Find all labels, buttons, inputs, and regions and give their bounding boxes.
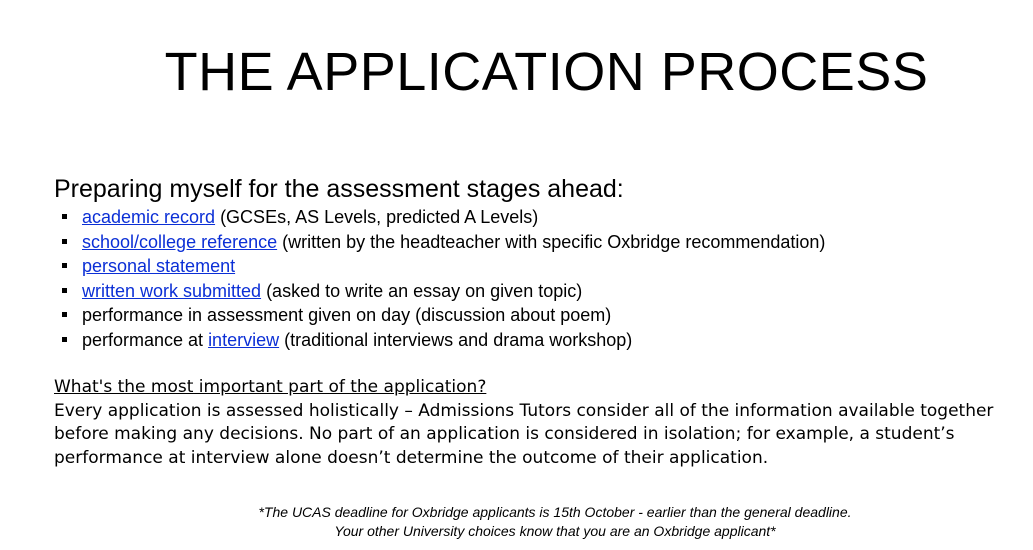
assessment-stages-list bbox=[60, 205, 825, 352]
list-item-prefix: performance at bbox=[82, 329, 209, 350]
list-item bbox=[60, 205, 825, 230]
list-item-text: (written by the headteacher with specific Oxbridge recommendation) bbox=[277, 231, 826, 252]
list-item bbox=[60, 279, 825, 304]
list-item bbox=[60, 328, 825, 353]
faq-question: What's the most important part of the application? bbox=[54, 377, 487, 397]
section-subheading: Preparing myself for the assessment stages ahead: bbox=[54, 175, 624, 203]
faq-block bbox=[54, 376, 1029, 470]
academic-record-link[interactable]: academic record bbox=[82, 207, 216, 227]
deadline-footnote bbox=[0, 503, 1033, 541]
faq-answer: Every application is assessed holistically – Admissions Tutors consider all of the information available together before making any decisions. No part of an application is considered in isolation; for example, a student’s performance at interview alone doesn’t determine the outcome of their application. bbox=[54, 400, 994, 468]
interview-link[interactable]: interview bbox=[208, 329, 280, 350]
school-college-reference-link[interactable]: school/college reference bbox=[82, 231, 278, 252]
written-work-submitted-link[interactable]: written work submitted bbox=[82, 280, 262, 301]
personal-statement-link[interactable]: personal statement bbox=[82, 256, 236, 276]
list-item-text: performance in assessment given on day (discussion about poem) bbox=[82, 305, 612, 325]
list-item-text: (GCSEs, AS Levels, predicted A Levels) bbox=[215, 207, 539, 227]
footnote-line-1: *The UCAS deadline for Oxbridge applicants is 15th October - earlier than the general deadline. bbox=[258, 504, 852, 520]
list-item-text: (traditional interviews and drama workshop) bbox=[279, 329, 633, 350]
list-item-text: (asked to write an essay on given topic) bbox=[261, 280, 583, 301]
footnote-line-2: Your other University choices know that you are an Oxbridge applicant* bbox=[334, 523, 776, 539]
list-item bbox=[60, 254, 825, 279]
page-title: THE APPLICATION PROCESS bbox=[164, 42, 929, 102]
list-item bbox=[60, 303, 825, 328]
list-item bbox=[60, 230, 825, 255]
